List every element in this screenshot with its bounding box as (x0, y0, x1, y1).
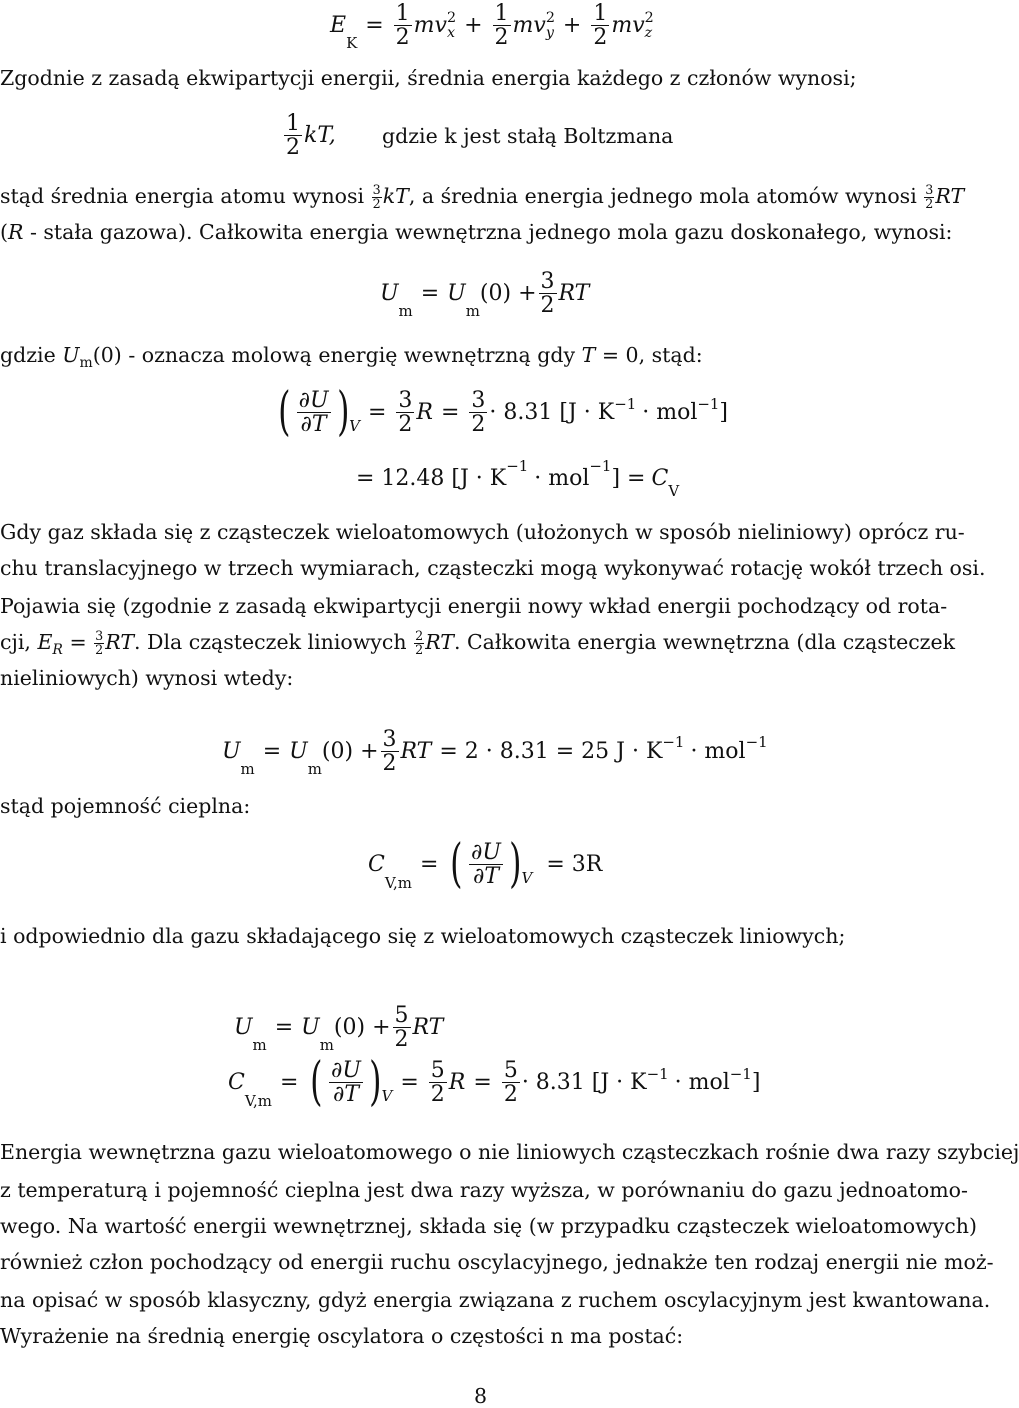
equation-internal-energy: U m = U m (0) + $\frac{3}{2}$ RT (380, 269, 590, 321)
paragraph-line: cji, $E_R$ = $\frac{3}{2}$ RT. Dla cząsteczek liniowych $\frac{2}{2}$ RT. Całkowita energia wewnętrzna (dla cząsteczek (0, 628, 956, 659)
paragraph-line: na opisać w sposób klasyczny, gdyż energia związana z ruchem oscylacyjnym jest kwantowana. (0, 1288, 991, 1312)
paragraph-line: Pojawia się (zgodnie z zasadą ekwipartycji energii nowy wkład energii pochodzący od rota- (0, 594, 948, 618)
equation-heat-capacity-value: = 12.48 [J · K −1 · mol −1 ] = C V (356, 457, 680, 500)
paragraph-line: również człon pochodzący od energii ruchu oscylacyjnego, jednakże ten rodzaj energii nie moż- (0, 1250, 994, 1274)
equation-kinetic-energy: E K = $\frac{1}{2}$ mv 2 x + $\frac{1}{2}$ mv 2 y + $\frac{1}{2}$ mv 2 z (330, 1, 654, 53)
paragraph-line: chu translacyjnego w trzech wymiarach, cząsteczki mogą wykonywać rotację wokół trzech osi. (0, 556, 986, 580)
paragraph-line: nieliniowych) wynosi wtedy: (0, 666, 294, 690)
paragraph-line: i odpowiednio dla gazu składającego się z wieloatomowych cząsteczek liniowych; (0, 924, 846, 948)
equation-molar-heat-capacity: C V,m = ( ∂U ∂T ) V = 3R (368, 833, 603, 894)
paragraph-line: (R - stała gazowa). Całkowita energia wewnętrzna jednego mola gazu doskonałego, wynosi: (0, 220, 953, 244)
paragraph-line: Zgodnie z zasadą ekwipartycji energii, średnia energia każdego z członów wynosi; (0, 66, 857, 90)
paragraph-line: Wyrażenie na średnią energię oscylatora o częstości n ma postać: (0, 1324, 684, 1348)
paragraph-line: Gdy gaz składa się z cząsteczek wieloatomowych (ułożonych w sposób nieliniowy) oprócz ru- (0, 520, 965, 544)
equation-molar-heat-capacity-linear: C V,m = ( ∂U ∂T ) V = $\frac{5}{2}$ R = $\frac{5}{2}$ · 8.31 [J · K −1 · mol −1 ] (228, 1051, 761, 1112)
equation-internal-energy-nonlinear: U m = U m (0) + $\frac{3}{2}$ RT = 2 · 8.31 = 25 J · K −1 · mol −1 (222, 727, 768, 779)
paragraph-line: stąd pojemność cieplna: (0, 794, 251, 818)
boltzmann-note: gdzie k jest stałą Boltzmana (382, 124, 674, 148)
paragraph-line: z temperaturą i pojemność cieplna jest dwa razy wyższa, w porównaniu do gazu jednoatomo- (0, 1178, 968, 1202)
equation-half-kt: 1 2 kT, (286, 111, 336, 161)
equation-internal-energy-linear: U m = U m (0) + $\frac{5}{2}$ RT (234, 1003, 444, 1055)
page-number: 8 (474, 1384, 488, 1408)
equation-heat-capacity: ( ∂U ∂T ) V = $\frac{3}{2}$ R = $\frac{3}{2}$ · 8.31 [J · K −1 · mol −1 ] (278, 381, 729, 442)
paragraph-line: stąd średnia energia atomu wynosi $\frac{3}{2}$ kT, a średnia energia jednego mola atomów wynosi $\frac{3}{2}$ RT (0, 182, 965, 211)
paragraph-line: gdzie $U_m(0)$ - oznacza molową energię wewnętrzną gdy T = 0, stąd: (0, 343, 703, 372)
paragraph-line: Energia wewnętrzna gazu wieloatomowego o nie liniowych cząsteczkach rośnie dwa razy szybciej (0, 1140, 1019, 1164)
paragraph-line: wego. Na wartość energii wewnętrznej, składa się (w przypadku cząsteczek wieloatomowych) (0, 1214, 977, 1238)
